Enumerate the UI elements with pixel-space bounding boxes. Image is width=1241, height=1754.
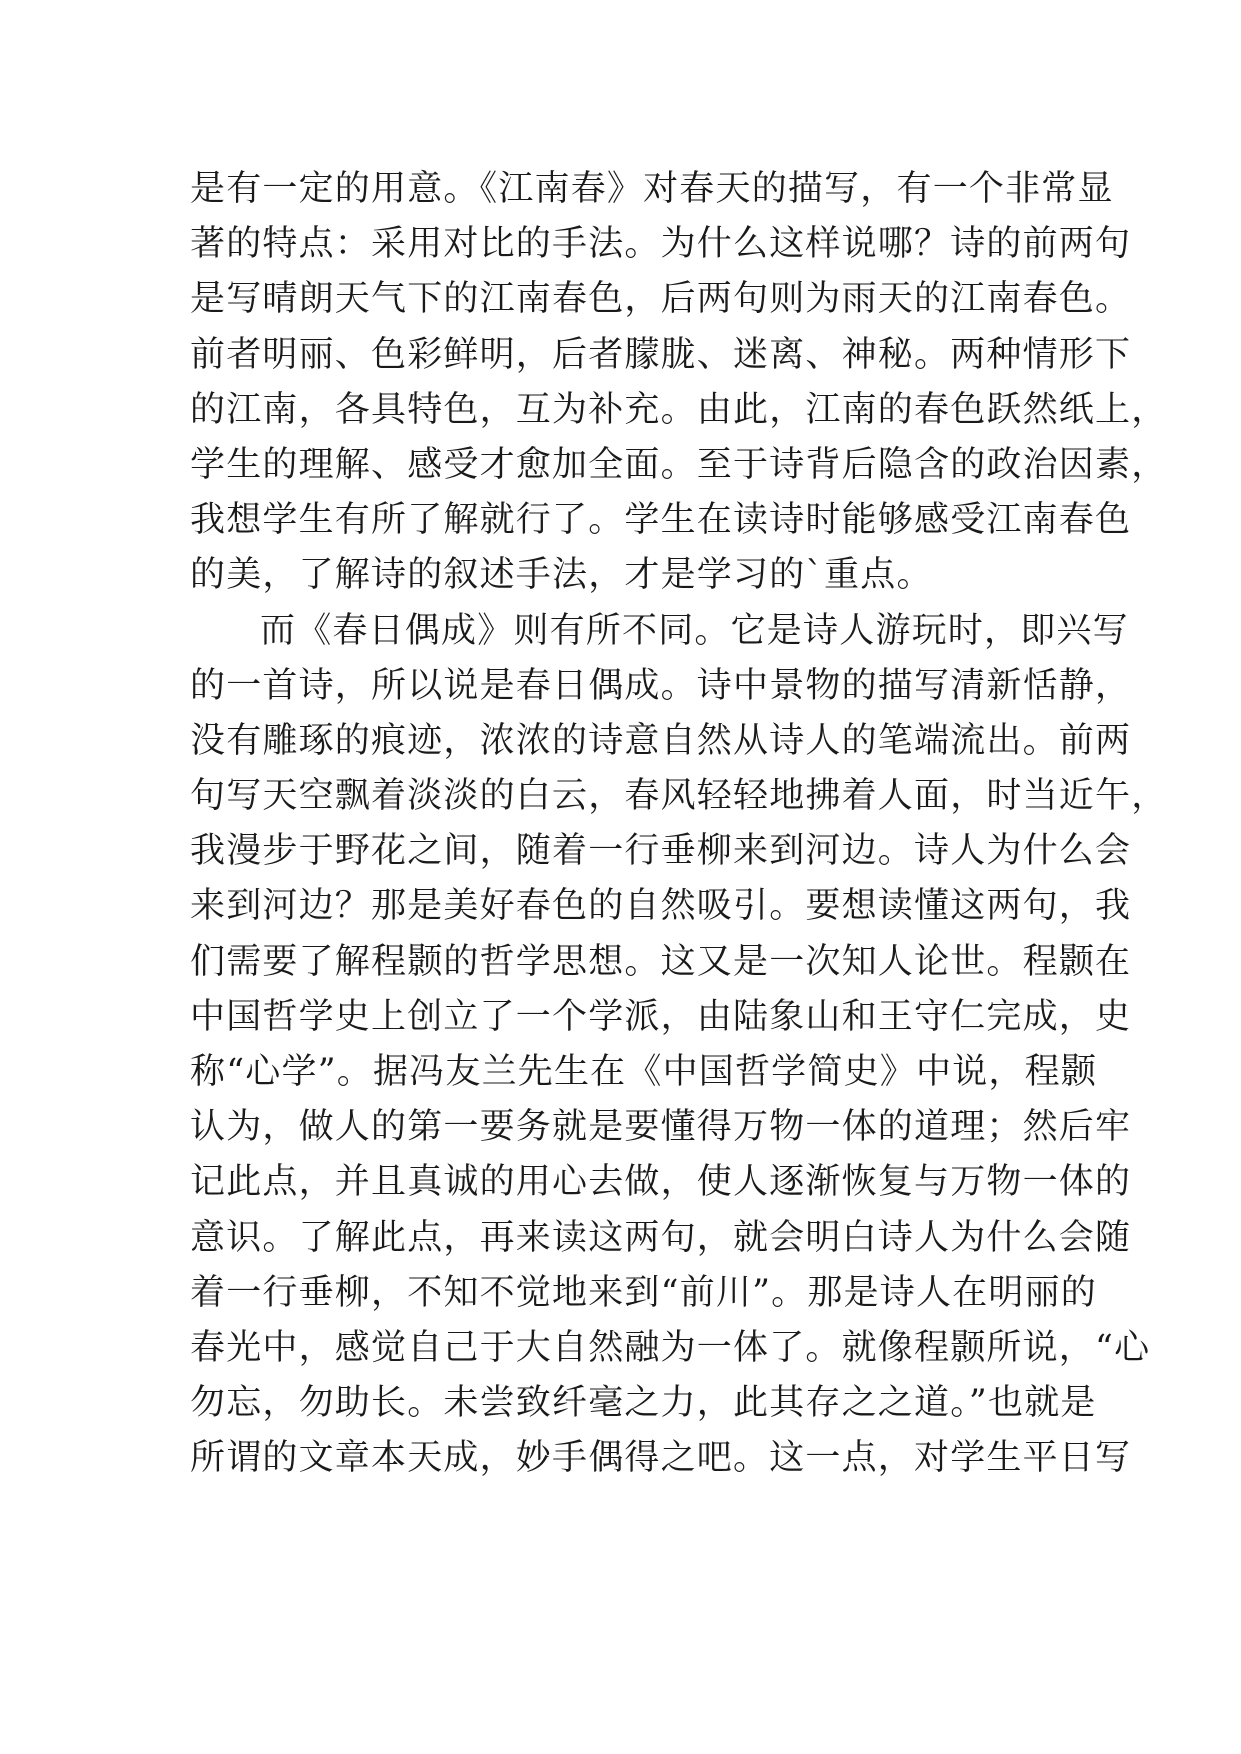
text-line: 句写天空飘着淡淡的白云，春风轻轻地拂着人面，时当近午， — [190, 776, 1168, 817]
text-line: 我想学生有所了解就行了。学生在读诗时能够感受江南春色 — [190, 500, 1132, 541]
text-line: 称“心学”。据冯友兰先生在《中国哲学简史》中说，程颢 — [190, 1052, 1097, 1092]
text-line: 春光中，感觉自己于大自然融为一体了。就像程颢所说，“心 — [190, 1327, 1151, 1368]
text-line: 着一行垂柳，不知不觉地来到“前川”。那是诗人在明丽的 — [190, 1272, 1097, 1313]
text-line: 中国哲学史上创立了一个学派，由陆象山和王守仁完成，史 — [190, 996, 1132, 1037]
text-line: 的一首诗，所以说是春日偶成。诗中景物的描写清新恬静， — [190, 665, 1132, 706]
text-line: 著的特点：采用对比的手法。为什么这样说哪？诗的前两句 — [190, 224, 1132, 265]
document-body — [190, 162, 1168, 1487]
text-line: 的美，了解诗的叙述手法，才是学习的`重点。 — [190, 555, 933, 596]
text-line: 认为，做人的第一要务就是要懂得万物一体的道理；然后牢 — [190, 1107, 1132, 1148]
paragraph-first-line: 而《春日偶成》则有所不同。它是诗人游玩时，即兴写 — [260, 610, 1129, 651]
text-line: 我漫步于野花之间，随着一行垂柳来到河边。诗人为什么会 — [190, 831, 1132, 872]
text-line: 是有一定的用意。《江南春》对春天的描写，有一个非常显 — [190, 169, 1114, 209]
text-line: 来到河边？那是美好春色的自然吸引。要想读懂这两句，我 — [190, 886, 1132, 927]
text-line: 意识。了解此点，再来读这两句，就会明白诗人为什么会随 — [190, 1217, 1132, 1258]
text-line: 们需要了解程颢的哲学思想。这又是一次知人论世。程颢在 — [190, 941, 1132, 982]
text-line: 记此点，并且真诚的用心去做，使人逐渐恢复与万物一体的 — [190, 1162, 1132, 1203]
text-line: 所谓的文章本天成，妙手偶得之吧。这一点，对学生平日写 — [190, 1438, 1132, 1479]
text-line: 没有雕琢的痕迹，浓浓的诗意自然从诗人的笔端流出。前两 — [190, 720, 1132, 761]
text-line: 勿忘，勿助长。未尝致纤毫之力，此其存之之道。”也就是 — [190, 1383, 1097, 1424]
text-line: 前者明丽、色彩鲜明，后者朦胧、迷离、神秘。两种情形下 — [190, 334, 1132, 375]
text-line: 是写晴朗天气下的江南春色，后两句则为雨天的江南春色。 — [190, 279, 1132, 320]
text-line: 学生的理解、感受才愈加全面。至于诗背后隐含的政治因素， — [190, 444, 1168, 485]
text-line: 的江南，各具特色，互为补充。由此，江南的春色跃然纸上， — [190, 389, 1168, 430]
